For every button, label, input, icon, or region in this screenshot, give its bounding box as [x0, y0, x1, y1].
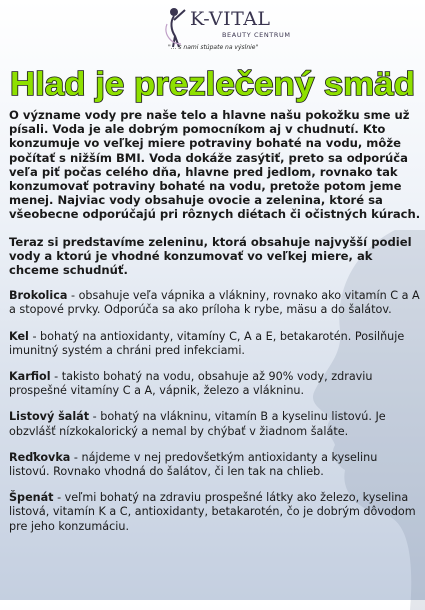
brand-logo	[0, 2, 425, 58]
vegetable-name: Kel	[9, 329, 29, 343]
vegetable-item-kel	[9, 330, 421, 358]
article-body	[9, 108, 421, 534]
vegetable-description: - bohatý na antioxidanty, vitamíny C, A a E, betakarotén. Posilňuje imunitný systém a chráni pred infekciami.	[9, 329, 405, 357]
vegetable-item-brokolica	[9, 289, 421, 317]
intro-paragraph: O význame vody pre naše telo a hlavne našu pokožku sme už písali. Voda je ale dobrým pomocníkom aj v chudnutí. Kto konzumuje vo veľkej miere potraviny bohaté na vodu, môže počítať s nižším BMI. Voda dokáže zasýtiť, preto sa odporúča veľa piť počas celého dňa, hlavne pred jedlom, rovnako tak konzumovať potraviny bohaté na vodu, pretože potom jeme menej. Najviac vody obsahuje ovocie a zelenina, ktoré sa všeobecne odporúčajú pri rôznych diétach či očistných kúrach.	[9, 108, 421, 222]
vegetable-item-listovy-salat	[9, 410, 421, 438]
brand-name: K-VITAL	[190, 8, 271, 30]
vegetable-item-redkovka	[9, 451, 421, 479]
vegetable-item-karfiol	[9, 370, 421, 398]
vegetable-description: - obsahuje veľa vápnika a vlákniny, rovnako ako vitamín C a A a stopové prvky. Odporúča sa ako príloha k rybe, mäsu a do šalátov.	[9, 289, 420, 317]
vegetable-description: - veľmi bohatý na zdraviu prospešné látky ako železo, kyselina listová, vitamín K a C, antioxidanty, betakarotén, čo je dobrým dôvodom pre jeho konzumáciu.	[9, 491, 416, 533]
intro-paragraph-2: Teraz si predstavíme zeleninu, ktorá obsahuje najvyšší podiel vody a ktorú je vhodné konzumovať vo veľkej miere, ak chceme schudnúť.	[9, 234, 412, 278]
vegetable-item-spenat	[9, 491, 421, 534]
vegetable-name: Špenát	[9, 491, 54, 505]
vegetable-description: - nájdeme v nej predovšetkým antioxidanty a kyselinu listovú. Rovnako vhodná do šalátov, či len tak na chlieb.	[9, 450, 378, 479]
brand-tagline: "... s nami stúpate na výslnie"	[168, 44, 259, 51]
headline-banner	[0, 60, 425, 104]
vegetable-name: Listový šalát	[9, 410, 90, 424]
vegetable-name: Reďkovka	[9, 450, 71, 464]
vegetable-name: Brokolica	[9, 289, 68, 303]
vegetable-name: Karfiol	[9, 370, 51, 384]
vegetable-description: - bohatý na vlákninu, vitamín B a kyselinu listovú. Je obzvlášť nízkokalorický a nemal by chýbať v žiadnom šaláte.	[9, 410, 386, 438]
woman-silhouette-icon	[165, 6, 191, 48]
headline: Hlad je prezlečený smäd	[10, 65, 415, 102]
brand-subtitle: BEAUTY CENTRUM	[222, 31, 291, 39]
vegetable-description: - takisto bohatý na vodu, obsahuje až 90% vody, zdraviu prospešné vitamíny C a A, vápnik, železo a vlákninu.	[9, 370, 373, 398]
